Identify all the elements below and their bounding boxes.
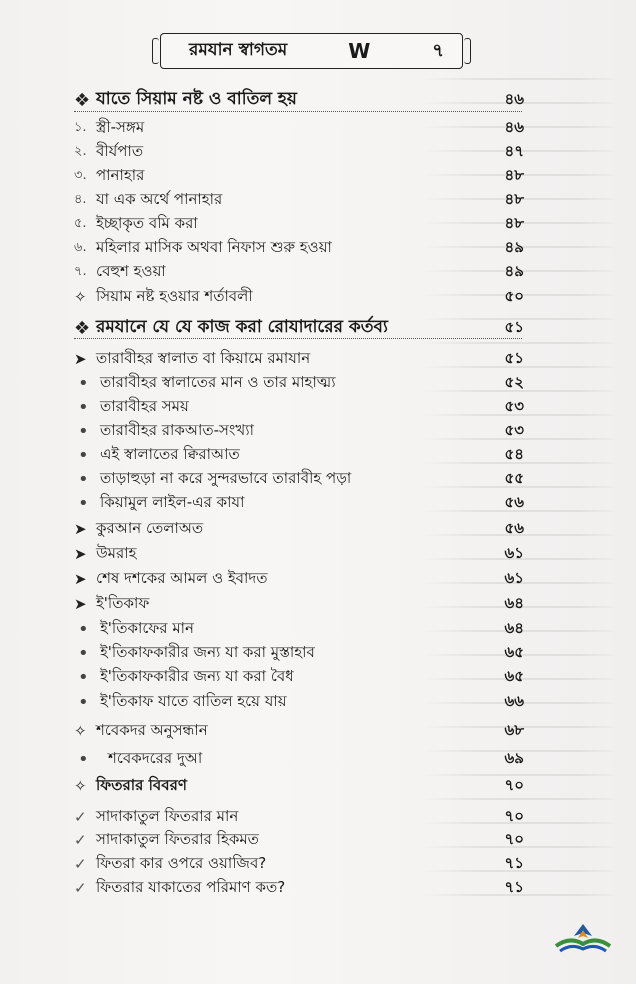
toc-entry-title: স্ত্রী-সঙ্গম	[96, 117, 145, 136]
toc-entry-title: সাদাকাতুল ফিতরার মান	[96, 806, 239, 825]
dot-bullet-icon: •	[78, 492, 89, 514]
toc-entry-page: ৪৭	[504, 141, 524, 160]
four-point-star-icon: ✧	[74, 777, 87, 795]
toc-entry-page: ৫৬	[504, 518, 524, 537]
diamond-star-icon: ❖	[74, 317, 91, 339]
toc-entry	[74, 116, 524, 140]
toc-entry-number: ৬.	[74, 239, 87, 255]
toc-entry-title: বেহুশ হওয়া	[96, 261, 166, 280]
toc-entry-title: বীর্যপাত	[96, 141, 144, 160]
dot-bullet-icon: •	[78, 444, 89, 466]
toc-entry-title: উমরাহ	[96, 543, 137, 562]
toc-entry-title: তারাবীহর সময়	[100, 396, 189, 415]
toc-entry	[74, 774, 524, 798]
toc-entry-page: ৫৪	[504, 444, 524, 463]
dot-bullet-icon: •	[78, 748, 89, 770]
toc-entry-title: শবেকদরের দুআ	[108, 748, 203, 767]
header-title: রমযান স্বাগতম	[189, 40, 288, 60]
toc-entry-page: ৬৫	[504, 666, 524, 685]
toc-entry-title: ই'তিকাফ যাতে বাতিল হয়ে যায়	[100, 691, 287, 710]
toc-entry-page: ৪৯	[504, 237, 524, 256]
toc-entry-number: ৫.	[74, 215, 87, 231]
dot-bullet-icon: •	[78, 691, 89, 713]
toc-entry-page: ৫৩	[504, 420, 524, 439]
toc-entry-number: ৩.	[74, 167, 87, 183]
toc-entry	[74, 852, 524, 876]
toc-entry-title: সিয়াম নষ্ট হওয়ার শর্তাবলী	[96, 286, 253, 305]
toc-entry-page: ৭০	[504, 806, 524, 825]
toc-entry	[74, 665, 524, 689]
dot-bullet-icon: •	[78, 372, 89, 394]
arrow-bullet-icon: ➤	[74, 520, 87, 538]
arrow-bullet-icon: ➤	[74, 595, 87, 613]
dot-bullet-icon: •	[78, 396, 89, 418]
toc-entry-page: ৭১	[504, 877, 524, 896]
toc-entry-page: ৬১	[504, 568, 524, 587]
toc-entry-page: ৬৫	[504, 642, 524, 661]
toc-entry-title: শবেকদর অনুসন্ধান	[96, 720, 208, 739]
toc-entry-page: ৬৮	[504, 720, 524, 739]
toc-entry	[74, 467, 524, 491]
toc-entry-title: ইচ্ছাকৃত বমি করা	[96, 213, 198, 232]
toc-entry-title: এই স্বালাতের ক্বিরাআত	[100, 444, 240, 463]
four-point-star-icon: ✧	[74, 288, 87, 306]
toc-entry	[74, 347, 524, 371]
toc-entry	[74, 491, 524, 515]
check-mark-icon: ✓	[74, 831, 87, 849]
toc-entry-title: তারাবীহর স্বালাতের মান ও তার মাহাত্ম্য	[100, 372, 336, 391]
toc-entry	[74, 285, 524, 309]
check-mark-icon: ✓	[74, 879, 87, 897]
toc-entry-title: সাদাকাতুল ফিতরার হিকমত	[96, 829, 259, 848]
dot-bullet-icon: •	[78, 642, 89, 664]
toc-entry	[74, 690, 524, 714]
toc-entry-page: ৪৯	[504, 261, 524, 280]
toc-entry	[74, 805, 524, 829]
toc-entry-page: ৭০	[504, 829, 524, 848]
arrow-bullet-icon: ➤	[74, 545, 87, 563]
toc-entry-page: ৫৫	[504, 468, 524, 487]
toc-entry-page: ৫২	[504, 372, 524, 391]
toc-entry	[74, 747, 524, 771]
toc-entry-page: ৬৯	[504, 748, 524, 767]
arrow-bullet-icon: ➤	[74, 570, 87, 588]
dot-bullet-icon: •	[78, 468, 89, 490]
toc-entry-page: ৫১	[504, 317, 524, 336]
four-point-star-icon: ✧	[74, 722, 87, 740]
toc-entry	[74, 542, 524, 566]
dot-bullet-icon: •	[78, 618, 89, 640]
toc-entry	[74, 164, 524, 188]
toc-entry-title: ই'তিকাফের মান	[100, 618, 194, 637]
toc-entry-title: রমযানে যে যে কাজ করা রোযাদারের কর্তব্য	[96, 317, 388, 337]
toc-entry-page: ৫০	[504, 286, 524, 305]
toc-entry-page: ৪৮	[504, 213, 524, 232]
toc-entry-title: ই'তিকাফকারীর জন্য যা করা মুস্তাহাব	[100, 642, 315, 661]
toc-entry	[74, 617, 524, 641]
toc-entry-title: ফিতরার বিবরণ	[96, 775, 187, 794]
toc-entry-title: তাড়াহুড়া না করে সুন্দরভাবে তারাবীহ পড়া	[100, 468, 352, 487]
toc-entry-page: ৪৮	[504, 189, 524, 208]
toc-entry	[74, 88, 524, 112]
toc-entry	[74, 419, 524, 443]
toc-entry	[74, 236, 524, 260]
toc-entry-page: ৪৬	[504, 117, 524, 136]
toc-entry-page: ৬৪	[504, 593, 524, 612]
toc-entry-page: ৫৩	[504, 396, 524, 415]
toc-entry-title: ই'তিকাফকারীর জন্য যা করা বৈধ	[100, 666, 294, 685]
toc-entry-title: ই'তিকাফ	[96, 593, 150, 612]
toc-entry-title: ফিতরা কার ওপরে ওয়াজিব?	[96, 853, 267, 872]
toc-entry	[74, 828, 524, 852]
running-header	[160, 33, 463, 69]
header-page-number: ৭	[432, 39, 444, 61]
toc-entry-title: যাতে সিয়াম নষ্ট ও বাতিল হয়	[96, 89, 297, 109]
toc-entry-number: ১.	[74, 119, 87, 135]
toc-entry-page: ৪৮	[504, 165, 524, 184]
dot-bullet-icon: •	[78, 420, 89, 442]
toc-entry	[74, 140, 524, 164]
toc-entry	[74, 260, 524, 284]
toc-entry	[74, 567, 524, 591]
check-mark-icon: ✓	[74, 808, 87, 826]
diamond-star-icon: ❖	[74, 89, 91, 111]
toc-entry-title: পানাহার	[96, 165, 145, 184]
toc-entry-page: ৬৬	[504, 691, 524, 710]
check-mark-icon: ✓	[74, 855, 87, 873]
toc-entry-number: ৭.	[74, 263, 87, 279]
toc-entry-number: ৪.	[74, 191, 87, 207]
toc-entry-title: ফিতরার যাকাতের পরিমাণ কত?	[96, 877, 286, 896]
toc-entry	[74, 316, 524, 340]
toc-entry-title: কুরআন তেলাঅত	[96, 518, 204, 537]
toc-entry	[74, 641, 524, 665]
toc-entry-page: ৭০	[504, 775, 524, 794]
arrow-bullet-icon: ➤	[74, 350, 87, 368]
toc-entry-title: তারাবীহর রাকআত-সংখ্যা	[100, 420, 254, 439]
toc-entry	[74, 592, 524, 616]
toc-entry	[74, 188, 524, 212]
toc-entry-page: ৫১	[504, 348, 524, 367]
header-logo-mark: W	[348, 39, 372, 63]
toc-entry	[74, 371, 524, 395]
toc-entry-title: শেষ দশকের আমল ও ইবাদত	[96, 568, 268, 587]
toc-entry-title: কিয়ামুল লাইল-এর কাযা	[100, 492, 245, 511]
heading-underline	[74, 111, 522, 112]
dot-bullet-icon: •	[78, 666, 89, 688]
toc-entry	[74, 212, 524, 236]
toc-entry-page: ৭১	[504, 853, 524, 872]
heading-underline	[74, 338, 522, 339]
publisher-logo	[552, 920, 614, 956]
toc-entry-page: ৬৪	[504, 618, 524, 637]
toc-entry-number: ২.	[74, 143, 87, 159]
toc-entry-page: ৫৬	[504, 492, 524, 511]
toc-entry	[74, 517, 524, 541]
toc-entry-title: তারাবীহর স্বালাত বা কিয়ামে রমাযান	[96, 348, 311, 367]
toc-entry	[74, 876, 524, 900]
toc-entry	[74, 395, 524, 419]
toc-entry-page: ৬১	[504, 543, 524, 562]
toc-entry-page: ৪৬	[504, 89, 524, 108]
toc-entry-title: যা এক অর্থে পানাহার	[96, 189, 223, 208]
toc-entry	[74, 719, 524, 743]
toc-entry-title: মহিলার মাসিক অথবা নিফাস শুরু হওয়া	[96, 237, 332, 256]
toc-entry	[74, 443, 524, 467]
